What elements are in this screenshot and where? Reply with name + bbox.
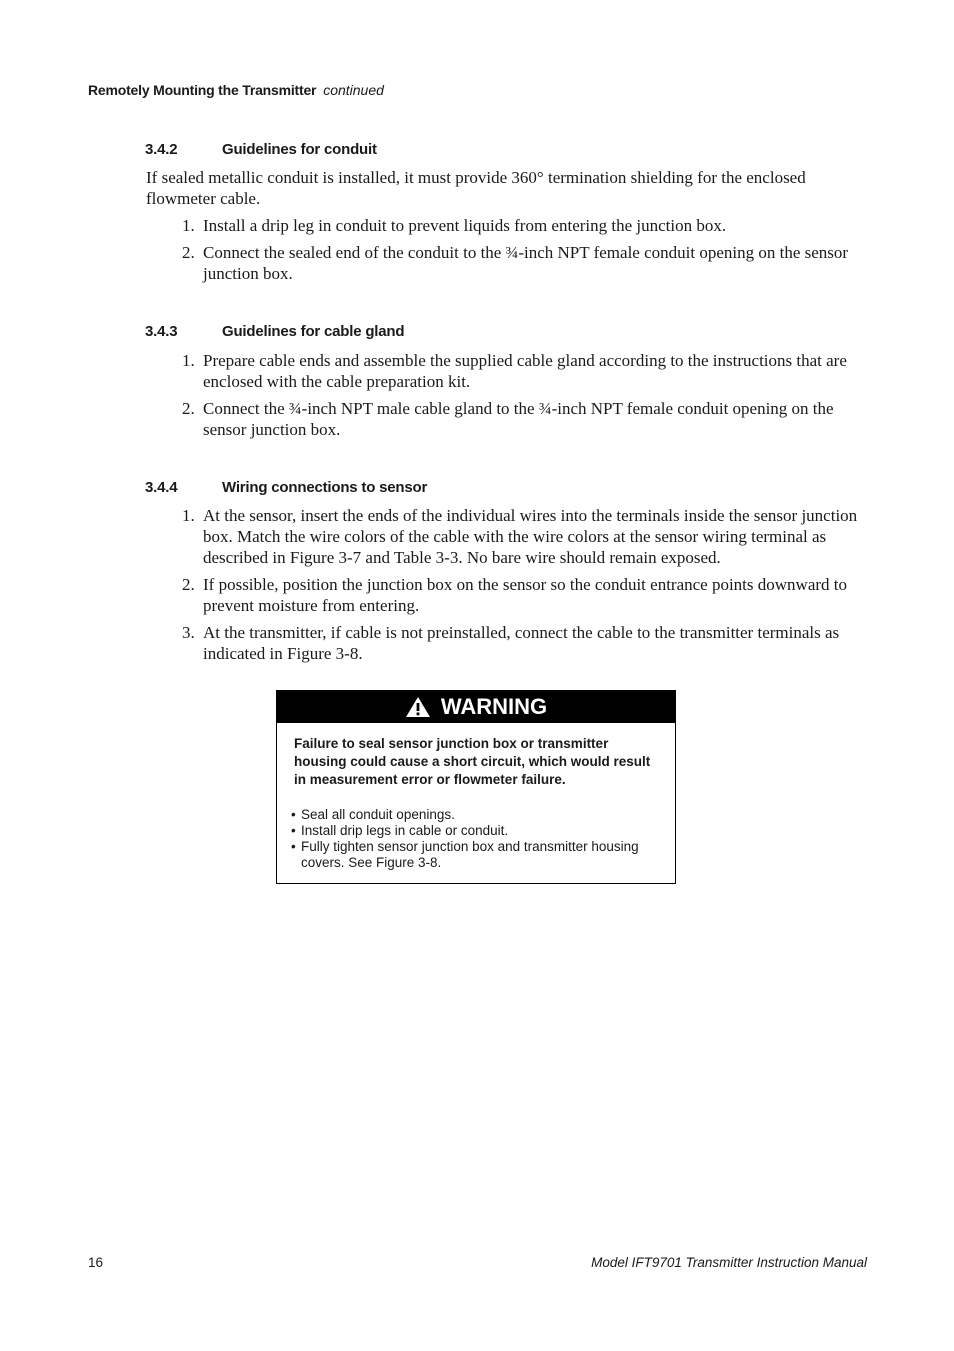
list-item [182,398,868,440]
section-title: Guidelines for conduit [222,141,377,158]
step-number: 1. [182,351,195,370]
warning-bullet-list [291,807,666,871]
step-list-3-4-4 [182,505,868,670]
step-text: Connect the sealed end of the conduit to the ¾-inch NPT female conduit opening on the sensor junction box. [203,243,849,283]
warning-header [277,691,675,723]
warning-bullet: • Seal all conduit openings. [291,807,666,823]
section-intro: If sealed metallic conduit is installed, it must provide 360° termination shielding for the enclosed flowmeter cable. [146,168,806,208]
step-number: 2. [182,399,195,418]
step-text: Connect the ¾-inch NPT male cable gland to the ¾-inch NPT female conduit opening on the sensor junction box. [203,399,834,439]
list-item [182,505,868,568]
running-head-title: Remotely Mounting the Transmitter [88,82,317,98]
list-item [182,574,868,616]
step-list-3-4-3 [182,350,868,446]
warning-bullet: • Fully tighten sensor junction box and transmitter housing covers. See Figure 3-8. [291,839,666,871]
running-head-continued: continued [323,82,384,98]
step-text: Install a drip leg in conduit to prevent liquids from entering the junction box. [203,216,727,235]
warning-message: Failure to seal sensor junction box or transmitter housing could cause a short circuit, which would result in measurement error or flowmeter failure. [294,736,651,787]
step-text: At the sensor, insert the ends of the individual wires into the terminals inside the sensor junction box. Match the wire colors of the cable with the wire colors at the sensor wiring terminal as described in Figure 3-7 and Table 3-3. No bare wire should remain exposed. [203,506,858,567]
step-number: 1. [182,506,195,525]
step-number: 2. [182,575,195,594]
step-text: At the transmitter, if cable is not preinstalled, connect the cable to the transmitter terminals as indicated in Figure 3-8. [203,623,840,663]
section-heading-3-4-4 [145,479,427,496]
section-title: Wiring connections to sensor [222,479,428,496]
list-item [182,622,868,664]
page-number: 16 [88,1255,104,1270]
step-number: 1. [182,216,195,235]
step-number: 2. [182,243,195,262]
warning-label: WARNING [440,694,548,719]
step-text: Prepare cable ends and assemble the supplied cable gland according to the instructions that are enclosed with the cable preparation kit. [203,351,847,391]
warning-bullet: • Install drip legs in cable or conduit. [291,823,666,839]
warning-box [276,690,676,884]
section-number: 3.4.3 [145,323,178,340]
section-title: Guidelines for cable gland [222,323,405,340]
running-head [88,82,384,98]
list-item [182,215,868,236]
step-list-3-4-2 [182,215,868,290]
section-number: 3.4.2 [145,141,178,158]
step-number: 3. [182,623,195,642]
list-item [182,350,868,392]
warning-triangle-icon [405,696,431,718]
section-heading-3-4-2 [145,141,377,158]
step-text: If possible, position the junction box on the sensor so the conduit entrance points downward to prevent moisture from entering. [203,575,848,615]
section-number: 3.4.4 [145,479,178,496]
section-heading-3-4-3 [145,323,404,340]
manual-title: Model IFT9701 Transmitter Instruction Manual [591,1255,867,1270]
list-item [182,242,868,284]
